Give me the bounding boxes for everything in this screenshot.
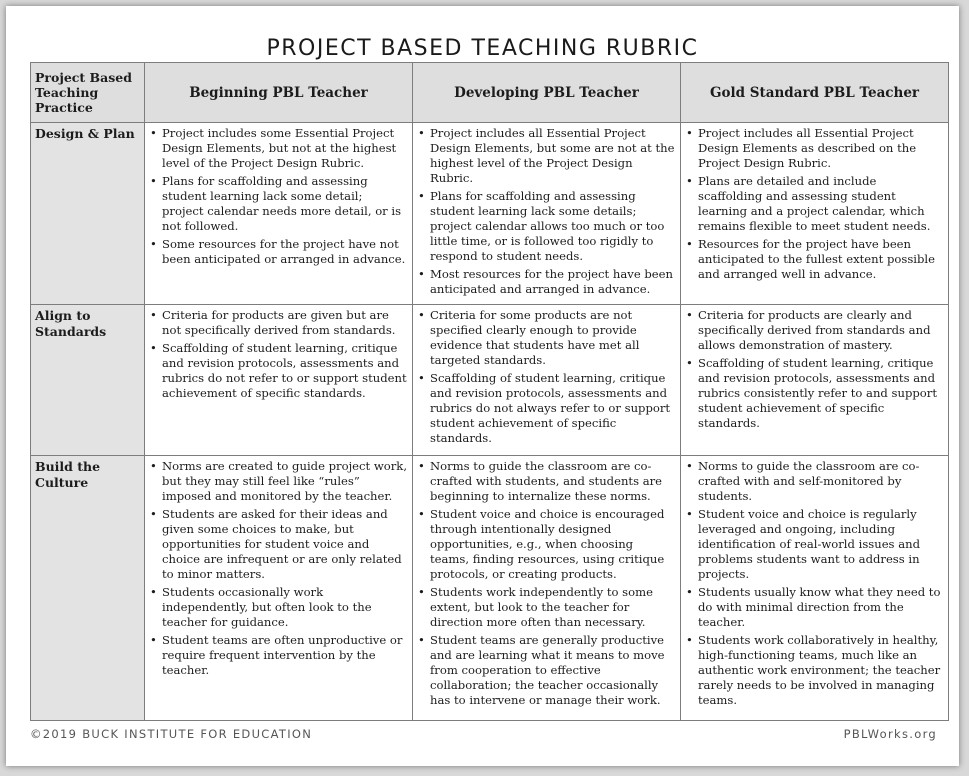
page-title: PROJECT BASED TEACHING RUBRIC	[266, 36, 699, 61]
copyright-text: ©2019 BUCK INSTITUTE FOR EDUCATION	[30, 727, 313, 741]
criteria-list	[417, 459, 675, 708]
cell-gold-standard	[681, 456, 949, 721]
criterion: • Norms to guide the classroom are co-crafted with students, and students are beginning to internalize these norms.	[417, 459, 675, 504]
practice-label: Align to Standards	[31, 305, 145, 456]
criteria-list	[149, 459, 407, 678]
criteria-list	[149, 308, 407, 401]
criterion: • Criteria for products are given but are not specifically derived from standards.	[149, 308, 407, 338]
criterion: • Students work independently to some extent, but look to the teacher for direction more often than necessary.	[417, 585, 675, 630]
criterion: • Norms are created to guide project work, but they may still feel like “rules” imposed and monitored by the teacher.	[149, 459, 407, 504]
criterion: • Scaffolding of student learning, critique and revision protocols, assessments and rubrics consistently refer to and support student achievement of specific standards.	[685, 356, 943, 431]
cell-developing	[413, 123, 681, 305]
criteria-list	[685, 459, 943, 708]
criterion: • Plans for scaffolding and assessing student learning lack some details; project calendar allows too much or too little time, or is followed too rigidly to respond to student needs.	[417, 189, 675, 264]
practice-label: Design & Plan	[31, 123, 145, 305]
criterion: • Student voice and choice is encouraged through intentionally designed opportunities, e.g., when choosing teams, finding resources, using critique protocols, or creating products.	[417, 507, 675, 582]
criterion: • Criteria for some products are not specified clearly enough to provide evidence that students have met all targeted standards.	[417, 308, 675, 368]
row-align-standards	[31, 305, 949, 456]
criterion: • Student teams are generally productive and are learning what it means to move from cooperation to effective collaboration; the teacher occasionally has to intervene or manage their work.	[417, 633, 675, 708]
header-developing: Developing PBL Teacher	[413, 63, 681, 123]
header-beginning: Beginning PBL Teacher	[145, 63, 413, 123]
criteria-list	[685, 126, 943, 282]
criterion: • Students are asked for their ideas and given some choices to make, but opportunities for student voice and choice are infrequent or are only related to minor matters.	[149, 507, 407, 582]
practice-label: Build the Culture	[31, 456, 145, 721]
rubric-table	[30, 62, 949, 721]
cell-gold-standard	[681, 305, 949, 456]
criterion: • Project includes all Essential Project Design Elements as described on the Project Design Rubric.	[685, 126, 943, 171]
row-design-plan	[31, 123, 949, 305]
criterion: • Criteria for products are clearly and specifically derived from standards and allows demonstration of mastery.	[685, 308, 943, 353]
criterion: • Plans are detailed and include scaffolding and assessing student learning and a project calendar, which remains flexible to meet student needs.	[685, 174, 943, 234]
criterion: • Student teams are often unproductive or require frequent intervention by the teacher.	[149, 633, 407, 678]
criterion: • Resources for the project have been anticipated to the fullest extent possible and arranged well in advance.	[685, 237, 943, 282]
criterion: • Project includes some Essential Project Design Elements, but not at the highest level of the Project Design Rubric.	[149, 126, 407, 171]
row-build-culture	[31, 456, 949, 721]
header-practice: Project Based Teaching Practice	[31, 63, 145, 123]
cell-gold-standard	[681, 123, 949, 305]
header-gold-standard: Gold Standard PBL Teacher	[681, 63, 949, 123]
cell-developing	[413, 305, 681, 456]
criterion: • Students occasionally work independently, but often look to the teacher for guidance.	[149, 585, 407, 630]
criterion: • Scaffolding of student learning, critique and revision protocols, assessments and rubrics do not refer to or support student achievement of specific standards.	[149, 341, 407, 401]
cell-beginning	[145, 305, 413, 456]
criteria-list	[149, 126, 407, 267]
criteria-list	[685, 308, 943, 431]
criterion: • Project includes all Essential Project Design Elements, but some are not at the highest level of the Project Design Rubric.	[417, 126, 675, 186]
criterion: • Plans for scaffolding and assessing student learning lack some detail; project calendar needs more detail, or is not followed.	[149, 174, 407, 234]
criterion: • Scaffolding of student learning, critique and revision protocols, assessments and rubrics do not always refer to or support student achievement of specific standards.	[417, 371, 675, 446]
header-row	[31, 63, 949, 123]
criteria-list	[417, 308, 675, 446]
criterion: • Some resources for the project have not been anticipated or arranged in advance.	[149, 237, 407, 267]
criterion: • Students usually know what they need to do with minimal direction from the teacher.	[685, 585, 943, 630]
criterion: • Student voice and choice is regularly leveraged and ongoing, including identification of real-world issues and problems students want to address in projects.	[685, 507, 943, 582]
cell-beginning	[145, 123, 413, 305]
cell-developing	[413, 456, 681, 721]
rubric-sheet	[6, 6, 959, 766]
cell-beginning	[145, 456, 413, 721]
criterion: • Students work collaboratively in healthy, high-functioning teams, much like an authentic work environment; the teacher rarely needs to be involved in managing teams.	[685, 633, 943, 708]
criteria-list	[417, 126, 675, 297]
criterion: • Norms to guide the classroom are co-crafted with and self-monitored by students.	[685, 459, 943, 504]
criterion: • Most resources for the project have been anticipated and arranged in advance.	[417, 267, 675, 297]
site-text: PBLWorks.org	[843, 727, 937, 741]
